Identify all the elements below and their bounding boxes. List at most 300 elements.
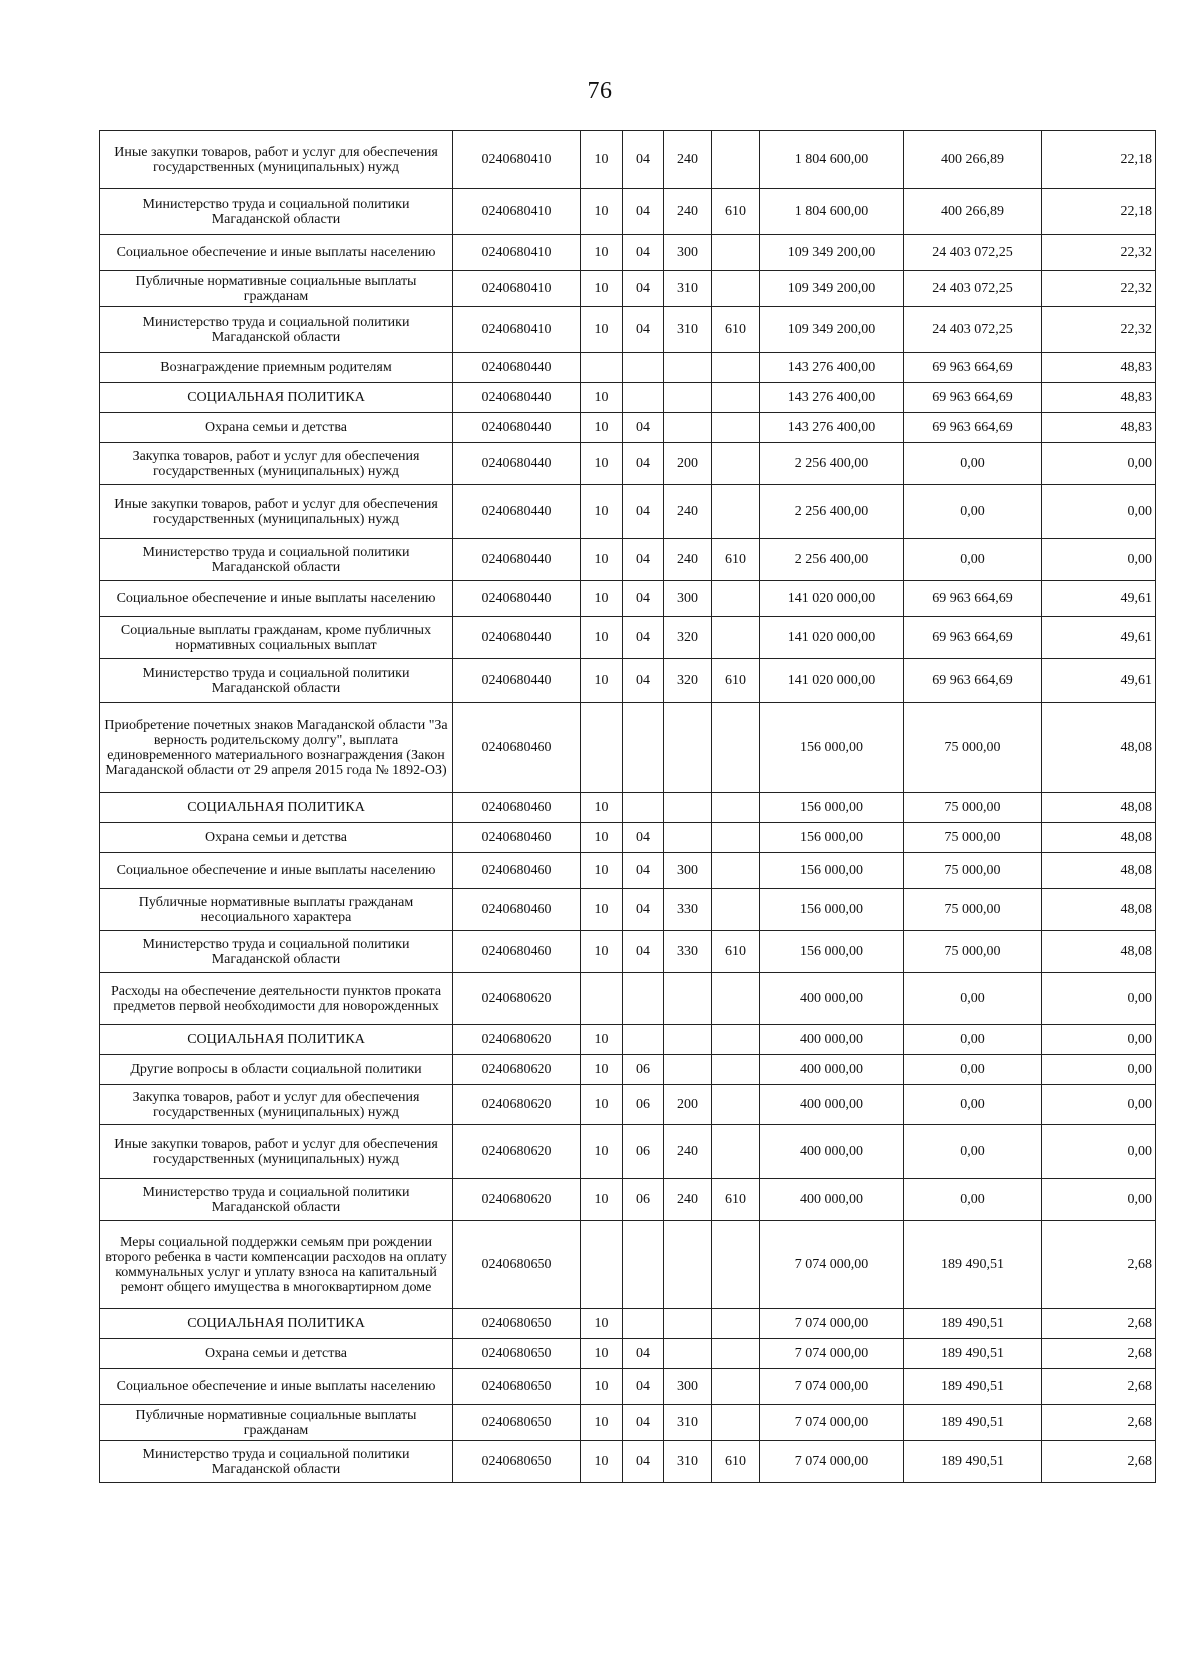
row-planned: 1 804 600,00 (760, 131, 904, 189)
row-percent: 0,00 (1042, 539, 1156, 581)
row-name: СОЦИАЛЬНАЯ ПОЛИТИКА (100, 1309, 453, 1339)
row-planned: 7 074 000,00 (760, 1369, 904, 1405)
row-planned: 156 000,00 (760, 823, 904, 853)
row-name: Социальное обеспечение и иные выплаты населению (100, 581, 453, 617)
row-percent: 0,00 (1042, 485, 1156, 539)
row-percent: 2,68 (1042, 1221, 1156, 1309)
row-percent: 22,32 (1042, 271, 1156, 307)
row-executed: 0,00 (904, 539, 1042, 581)
row-subsection: 04 (623, 131, 664, 189)
row-administrator: 610 (712, 189, 760, 235)
row-subsection: 04 (623, 659, 664, 703)
row-section (581, 353, 623, 383)
row-code: 0240680460 (453, 853, 581, 889)
row-subsection (623, 1221, 664, 1309)
row-subsection: 04 (623, 581, 664, 617)
row-code: 0240680440 (453, 443, 581, 485)
row-section: 10 (581, 1369, 623, 1405)
row-planned: 1 804 600,00 (760, 189, 904, 235)
row-administrator (712, 1125, 760, 1179)
row-section: 10 (581, 1441, 623, 1483)
row-code: 0240680650 (453, 1369, 581, 1405)
row-executed: 0,00 (904, 443, 1042, 485)
row-section (581, 703, 623, 793)
row-subsection: 04 (623, 189, 664, 235)
row-executed: 75 000,00 (904, 931, 1042, 973)
table-row (100, 307, 1156, 353)
row-planned: 156 000,00 (760, 703, 904, 793)
table-row (100, 1085, 1156, 1125)
page-number: 76 (587, 78, 613, 104)
row-expense-type: 240 (664, 1125, 712, 1179)
row-subsection: 04 (623, 307, 664, 353)
row-administrator (712, 383, 760, 413)
table-row (100, 1125, 1156, 1179)
row-executed: 69 963 664,69 (904, 353, 1042, 383)
row-percent: 48,08 (1042, 823, 1156, 853)
row-subsection: 04 (623, 413, 664, 443)
row-section: 10 (581, 189, 623, 235)
row-code: 0240680410 (453, 131, 581, 189)
row-section: 10 (581, 443, 623, 485)
row-name: Охрана семьи и детства (100, 413, 453, 443)
row-percent: 22,32 (1042, 235, 1156, 271)
row-administrator: 610 (712, 1179, 760, 1221)
row-code: 0240680440 (453, 485, 581, 539)
table-row (100, 617, 1156, 659)
row-expense-type (664, 1221, 712, 1309)
row-code: 0240680460 (453, 793, 581, 823)
row-expense-type: 240 (664, 485, 712, 539)
row-section: 10 (581, 307, 623, 353)
row-executed: 24 403 072,25 (904, 235, 1042, 271)
row-name: СОЦИАЛЬНАЯ ПОЛИТИКА (100, 383, 453, 413)
row-subsection: 04 (623, 539, 664, 581)
row-planned: 156 000,00 (760, 931, 904, 973)
row-executed: 75 000,00 (904, 853, 1042, 889)
row-code: 0240680460 (453, 703, 581, 793)
row-percent: 2,68 (1042, 1339, 1156, 1369)
row-name: Иные закупки товаров, работ и услуг для обеспечения государственных (муниципальных) нужд (100, 485, 453, 539)
row-planned: 7 074 000,00 (760, 1405, 904, 1441)
table-row (100, 539, 1156, 581)
table-row (100, 235, 1156, 271)
row-executed: 75 000,00 (904, 793, 1042, 823)
row-administrator (712, 793, 760, 823)
row-name: Министерство труда и социальной политики Магаданской области (100, 1179, 453, 1221)
table-row (100, 703, 1156, 793)
row-name: Социальное обеспечение и иные выплаты населению (100, 235, 453, 271)
table-row (100, 973, 1156, 1025)
row-planned: 109 349 200,00 (760, 235, 904, 271)
row-section: 10 (581, 1309, 623, 1339)
table-row (100, 1309, 1156, 1339)
row-percent: 49,61 (1042, 659, 1156, 703)
row-code: 0240680460 (453, 823, 581, 853)
table-row (100, 853, 1156, 889)
table-row (100, 413, 1156, 443)
row-code: 0240680410 (453, 271, 581, 307)
row-subsection: 04 (623, 889, 664, 931)
row-code: 0240680620 (453, 1055, 581, 1085)
row-expense-type: 240 (664, 539, 712, 581)
row-executed: 75 000,00 (904, 823, 1042, 853)
row-percent: 22,32 (1042, 307, 1156, 353)
row-percent: 22,18 (1042, 189, 1156, 235)
row-code: 0240680460 (453, 931, 581, 973)
row-administrator (712, 1405, 760, 1441)
table-row (100, 1179, 1156, 1221)
row-administrator (712, 581, 760, 617)
row-name: Приобретение почетных знаков Магаданской области "За верность родительскому долгу", выплата единовременного материального вознаграждения (Закон Магаданской области от 29 апреля 2015 года № 1892-ОЗ) (100, 703, 453, 793)
table-row (100, 189, 1156, 235)
row-name: Социальное обеспечение и иные выплаты населению (100, 1369, 453, 1405)
row-planned: 141 020 000,00 (760, 659, 904, 703)
row-name: СОЦИАЛЬНАЯ ПОЛИТИКА (100, 793, 453, 823)
row-section: 10 (581, 235, 623, 271)
row-planned: 2 256 400,00 (760, 539, 904, 581)
row-administrator: 610 (712, 307, 760, 353)
row-name: Публичные нормативные социальные выплаты гражданам (100, 271, 453, 307)
row-administrator: 610 (712, 539, 760, 581)
row-expense-type: 300 (664, 1369, 712, 1405)
row-expense-type (664, 793, 712, 823)
row-expense-type (664, 973, 712, 1025)
row-percent: 48,08 (1042, 931, 1156, 973)
row-section: 10 (581, 1405, 623, 1441)
row-planned: 7 074 000,00 (760, 1221, 904, 1309)
row-administrator (712, 131, 760, 189)
row-administrator (712, 889, 760, 931)
row-code: 0240680440 (453, 659, 581, 703)
row-planned: 2 256 400,00 (760, 485, 904, 539)
row-planned: 400 000,00 (760, 1179, 904, 1221)
row-executed: 0,00 (904, 973, 1042, 1025)
row-administrator (712, 823, 760, 853)
row-expense-type: 330 (664, 931, 712, 973)
row-executed: 75 000,00 (904, 889, 1042, 931)
row-percent: 48,83 (1042, 383, 1156, 413)
row-administrator: 610 (712, 931, 760, 973)
row-code: 0240680620 (453, 973, 581, 1025)
row-section: 10 (581, 617, 623, 659)
row-subsection: 04 (623, 1405, 664, 1441)
row-section: 10 (581, 1339, 623, 1369)
row-subsection: 04 (623, 443, 664, 485)
row-administrator (712, 1025, 760, 1055)
row-name: Министерство труда и социальной политики Магаданской области (100, 307, 453, 353)
row-planned: 109 349 200,00 (760, 307, 904, 353)
row-administrator (712, 703, 760, 793)
row-administrator (712, 443, 760, 485)
row-code: 0240680460 (453, 889, 581, 931)
row-administrator: 610 (712, 1441, 760, 1483)
row-code: 0240680620 (453, 1025, 581, 1055)
row-expense-type (664, 1025, 712, 1055)
row-expense-type (664, 383, 712, 413)
row-subsection: 04 (623, 617, 664, 659)
row-section (581, 973, 623, 1025)
row-percent: 22,18 (1042, 131, 1156, 189)
row-percent: 2,68 (1042, 1369, 1156, 1405)
table-row (100, 443, 1156, 485)
row-planned: 143 276 400,00 (760, 353, 904, 383)
row-percent: 48,08 (1042, 889, 1156, 931)
row-expense-type: 300 (664, 853, 712, 889)
table-row (100, 1369, 1156, 1405)
row-planned: 2 256 400,00 (760, 443, 904, 485)
row-percent: 49,61 (1042, 581, 1156, 617)
row-planned: 7 074 000,00 (760, 1339, 904, 1369)
row-percent: 49,61 (1042, 617, 1156, 659)
row-executed: 69 963 664,69 (904, 383, 1042, 413)
row-administrator (712, 1055, 760, 1085)
row-expense-type: 240 (664, 131, 712, 189)
row-planned: 141 020 000,00 (760, 581, 904, 617)
row-name: Публичные нормативные социальные выплаты гражданам (100, 1405, 453, 1441)
row-section: 10 (581, 131, 623, 189)
row-expense-type: 200 (664, 1085, 712, 1125)
row-expense-type (664, 1339, 712, 1369)
row-subsection: 06 (623, 1179, 664, 1221)
row-code: 0240680410 (453, 307, 581, 353)
table-row (100, 581, 1156, 617)
row-subsection: 04 (623, 271, 664, 307)
row-code: 0240680650 (453, 1441, 581, 1483)
row-percent: 48,08 (1042, 793, 1156, 823)
row-administrator (712, 485, 760, 539)
row-name: Министерство труда и социальной политики Магаданской области (100, 1441, 453, 1483)
row-executed: 24 403 072,25 (904, 271, 1042, 307)
row-section: 10 (581, 1055, 623, 1085)
row-executed: 0,00 (904, 1125, 1042, 1179)
row-name: Охрана семьи и детства (100, 823, 453, 853)
row-name: Министерство труда и социальной политики Магаданской области (100, 189, 453, 235)
row-name: Другие вопросы в области социальной политики (100, 1055, 453, 1085)
table-row (100, 1339, 1156, 1369)
row-percent: 0,00 (1042, 1179, 1156, 1221)
row-subsection (623, 1309, 664, 1339)
row-percent: 0,00 (1042, 973, 1156, 1025)
row-expense-type (664, 823, 712, 853)
row-name: Иные закупки товаров, работ и услуг для обеспечения государственных (муниципальных) нужд (100, 131, 453, 189)
table-row (100, 1441, 1156, 1483)
row-code: 0240680440 (453, 413, 581, 443)
row-code: 0240680650 (453, 1405, 581, 1441)
row-administrator (712, 1339, 760, 1369)
row-expense-type (664, 703, 712, 793)
row-administrator (712, 973, 760, 1025)
row-planned: 143 276 400,00 (760, 383, 904, 413)
row-subsection (623, 703, 664, 793)
row-percent: 48,08 (1042, 703, 1156, 793)
row-planned: 143 276 400,00 (760, 413, 904, 443)
row-name: Вознаграждение приемным родителям (100, 353, 453, 383)
row-planned: 400 000,00 (760, 1025, 904, 1055)
row-section: 10 (581, 931, 623, 973)
row-expense-type: 200 (664, 443, 712, 485)
row-section (581, 1221, 623, 1309)
row-section: 10 (581, 1085, 623, 1125)
budget-table (99, 130, 1156, 1483)
row-name: Министерство труда и социальной политики Магаданской области (100, 931, 453, 973)
row-administrator (712, 271, 760, 307)
table-row (100, 1221, 1156, 1309)
row-planned: 156 000,00 (760, 853, 904, 889)
row-name: Социальное обеспечение и иные выплаты населению (100, 853, 453, 889)
row-section: 10 (581, 853, 623, 889)
row-executed: 24 403 072,25 (904, 307, 1042, 353)
row-subsection: 04 (623, 853, 664, 889)
row-expense-type: 240 (664, 1179, 712, 1221)
row-section: 10 (581, 539, 623, 581)
row-administrator (712, 617, 760, 659)
row-subsection (623, 793, 664, 823)
row-planned: 400 000,00 (760, 973, 904, 1025)
row-percent: 0,00 (1042, 1085, 1156, 1125)
row-planned: 7 074 000,00 (760, 1441, 904, 1483)
row-section: 10 (581, 823, 623, 853)
row-subsection: 04 (623, 235, 664, 271)
row-expense-type: 310 (664, 307, 712, 353)
row-code: 0240680620 (453, 1125, 581, 1179)
row-executed: 189 490,51 (904, 1221, 1042, 1309)
row-executed: 189 490,51 (904, 1309, 1042, 1339)
row-executed: 189 490,51 (904, 1369, 1042, 1405)
row-section: 10 (581, 1179, 623, 1221)
row-percent: 2,68 (1042, 1405, 1156, 1441)
row-subsection: 04 (623, 1369, 664, 1405)
row-code: 0240680650 (453, 1309, 581, 1339)
row-executed: 69 963 664,69 (904, 659, 1042, 703)
row-subsection: 04 (623, 823, 664, 853)
row-code: 0240680620 (453, 1085, 581, 1125)
row-code: 0240680440 (453, 581, 581, 617)
row-percent: 48,83 (1042, 353, 1156, 383)
row-executed: 400 266,89 (904, 131, 1042, 189)
row-section: 10 (581, 1125, 623, 1179)
row-code: 0240680440 (453, 617, 581, 659)
table-row (100, 271, 1156, 307)
row-planned: 156 000,00 (760, 793, 904, 823)
table-row (100, 793, 1156, 823)
row-planned: 400 000,00 (760, 1125, 904, 1179)
row-executed: 189 490,51 (904, 1441, 1042, 1483)
row-percent: 0,00 (1042, 1125, 1156, 1179)
row-name: Закупка товаров, работ и услуг для обеспечения государственных (муниципальных) нужд (100, 443, 453, 485)
row-planned: 156 000,00 (760, 889, 904, 931)
table-row (100, 889, 1156, 931)
row-executed: 69 963 664,69 (904, 581, 1042, 617)
row-code: 0240680440 (453, 353, 581, 383)
row-expense-type: 240 (664, 189, 712, 235)
row-name: Социальные выплаты гражданам, кроме публичных нормативных социальных выплат (100, 617, 453, 659)
row-executed: 0,00 (904, 1055, 1042, 1085)
row-subsection (623, 973, 664, 1025)
row-executed: 189 490,51 (904, 1339, 1042, 1369)
row-expense-type (664, 353, 712, 383)
row-subsection: 06 (623, 1085, 664, 1125)
row-name: Закупка товаров, работ и услуг для обеспечения государственных (муниципальных) нужд (100, 1085, 453, 1125)
row-percent: 0,00 (1042, 1025, 1156, 1055)
row-code: 0240680650 (453, 1339, 581, 1369)
row-section: 10 (581, 485, 623, 539)
row-subsection (623, 1025, 664, 1055)
table-row (100, 353, 1156, 383)
row-subsection: 04 (623, 1339, 664, 1369)
row-subsection (623, 353, 664, 383)
row-administrator (712, 853, 760, 889)
table-row (100, 1025, 1156, 1055)
row-subsection: 04 (623, 931, 664, 973)
row-name: Иные закупки товаров, работ и услуг для обеспечения государственных (муниципальных) нужд (100, 1125, 453, 1179)
table-row (100, 659, 1156, 703)
row-executed: 0,00 (904, 485, 1042, 539)
row-executed: 69 963 664,69 (904, 617, 1042, 659)
row-expense-type: 300 (664, 581, 712, 617)
row-expense-type: 310 (664, 271, 712, 307)
table-row (100, 485, 1156, 539)
row-expense-type: 320 (664, 659, 712, 703)
row-executed: 0,00 (904, 1025, 1042, 1055)
table-row (100, 823, 1156, 853)
row-code: 0240680440 (453, 383, 581, 413)
row-percent: 48,08 (1042, 853, 1156, 889)
row-planned: 109 349 200,00 (760, 271, 904, 307)
row-subsection: 04 (623, 1441, 664, 1483)
row-code: 0240680620 (453, 1179, 581, 1221)
row-name: СОЦИАЛЬНАЯ ПОЛИТИКА (100, 1025, 453, 1055)
row-section: 10 (581, 383, 623, 413)
row-planned: 7 074 000,00 (760, 1309, 904, 1339)
row-executed: 0,00 (904, 1085, 1042, 1125)
row-section: 10 (581, 413, 623, 443)
row-section: 10 (581, 581, 623, 617)
row-section: 10 (581, 889, 623, 931)
row-percent: 0,00 (1042, 1055, 1156, 1085)
row-name: Охрана семьи и детства (100, 1339, 453, 1369)
row-code: 0240680650 (453, 1221, 581, 1309)
row-code: 0240680440 (453, 539, 581, 581)
row-planned: 400 000,00 (760, 1085, 904, 1125)
row-name: Публичные нормативные выплаты гражданам несоциального характера (100, 889, 453, 931)
row-code: 0240680410 (453, 189, 581, 235)
row-administrator (712, 1221, 760, 1309)
row-expense-type (664, 413, 712, 443)
row-expense-type (664, 1055, 712, 1085)
row-code: 0240680410 (453, 235, 581, 271)
row-subsection: 04 (623, 485, 664, 539)
row-executed: 69 963 664,69 (904, 413, 1042, 443)
row-expense-type: 310 (664, 1441, 712, 1483)
row-executed: 400 266,89 (904, 189, 1042, 235)
row-executed: 0,00 (904, 1179, 1042, 1221)
row-expense-type: 300 (664, 235, 712, 271)
row-subsection: 06 (623, 1055, 664, 1085)
table-row (100, 1405, 1156, 1441)
row-administrator (712, 353, 760, 383)
row-administrator (712, 413, 760, 443)
budget-table-body (100, 131, 1156, 1483)
row-administrator (712, 1309, 760, 1339)
row-section: 10 (581, 1025, 623, 1055)
row-percent: 2,68 (1042, 1441, 1156, 1483)
row-planned: 400 000,00 (760, 1055, 904, 1085)
row-expense-type: 310 (664, 1405, 712, 1441)
row-expense-type: 320 (664, 617, 712, 659)
row-name: Министерство труда и социальной политики Магаданской области (100, 539, 453, 581)
row-name: Меры социальной поддержки семьям при рождении второго ребенка в части компенсации расходов на оплату коммунальных услуг и уплату взноса на капитальный ремонт общего имущества в многоквартирном доме (100, 1221, 453, 1309)
